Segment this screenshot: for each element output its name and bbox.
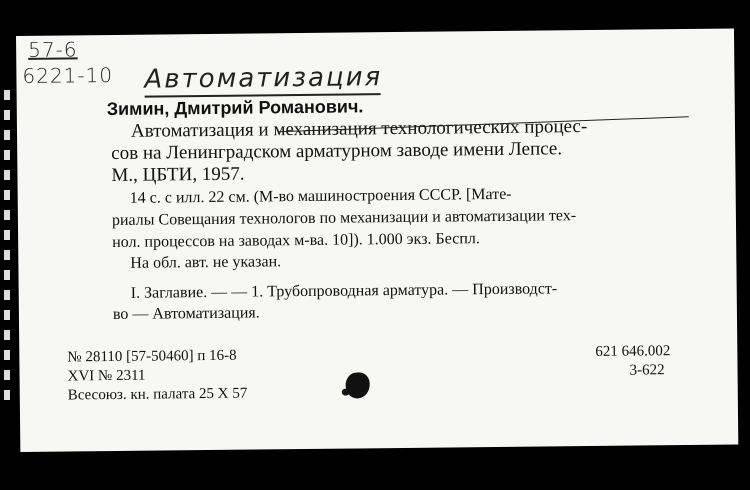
imprint-line: М., ЦБТИ, 1957. [111,163,245,187]
catalog-card [16,28,738,451]
scan-edge-marks [4,90,10,400]
tracings-line-2: во — Автоматизация. [112,304,260,323]
note-line: На обл. авт. не указан. [130,253,282,272]
publisher-chamber: Всесоюз. кн. палата 25 X 57 [67,385,248,404]
handwritten-code-1: 57-6 [28,37,78,62]
ink-blot-small [342,389,350,396]
collation-line-1: 14 с. с илл. 22 см. (М-во машиностроения СССР. [Мате- [129,185,512,207]
ink-blot [346,372,370,398]
collation-line-2: риалы Совещания технологов по механизации и автоматизации тех- [111,207,577,230]
registry-number: № 28110 [57-50460] п 16-8 [67,347,237,366]
title-line-2: сов на Ленинградском арматурном заводе имени Лепсе. [111,138,563,165]
classification-code: 621 646.002 [595,343,671,360]
shelf-code: 3-622 [629,362,665,379]
tracings-line-1: I. Заглавие. — — 1. Трубопроводная арматура. — Производст- [130,280,558,302]
author: Зимин, Дмитрий Романович. [106,96,364,120]
handwritten-code-2: 6221-10 [22,62,114,88]
title-line-1: Автоматизация и механизация технологических процес- [130,116,588,142]
collation-line-3: нол. процессов на заводах м-ва. 10]). 1.000 экз. Беспл. [112,230,480,252]
series-number: XVI № 2311 [67,367,146,385]
handwritten-subject: Автоматизация [144,62,383,95]
